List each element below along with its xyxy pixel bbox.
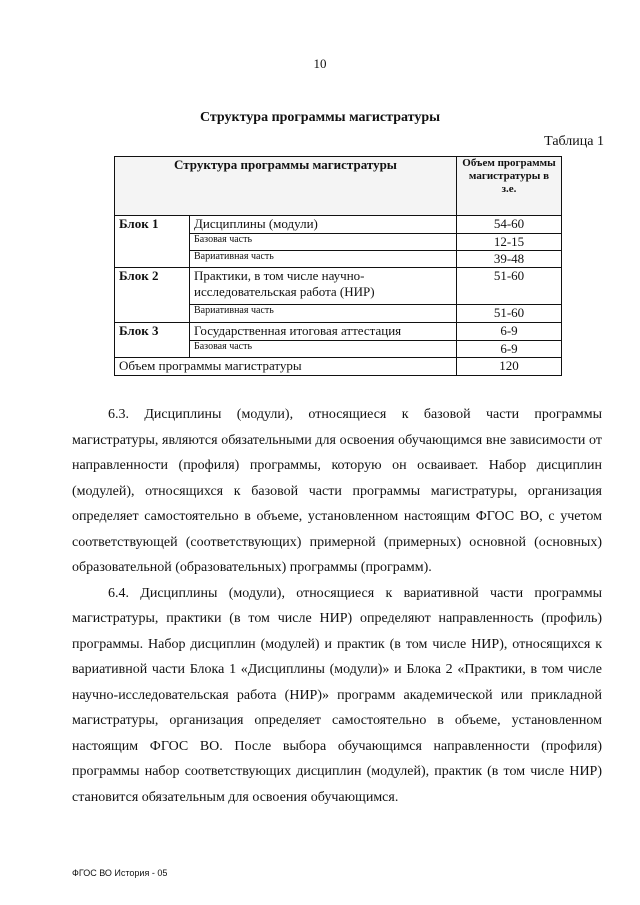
row-value: 6-9 (457, 323, 562, 341)
row-value: 54-60 (457, 216, 562, 234)
paragraph: 6.3. Дисциплины (модули), относящиеся к базовой части программы магистратуры, являются обязательными для освоения обучающимся вне зависимости от направленности (профиля) программы, которую он осваивает. Набор дисциплин (модулей), относящихся к базовой части программы магистратуры, организация определяет самостоятельно в объеме, установленном настоящим ФГОС ВО, с учетом соответствующей (соответствующих) примерной (примерных) основной (основных) образовательной (образовательных) программы (программ). (72, 407, 602, 575)
table-label: Таблица 1 (544, 134, 604, 149)
table-row (115, 323, 562, 341)
paragraph: 6.4. Дисциплины (модули), относящиеся к вариативной части программы магистратуры, практики (в том числе НИР) определяют направленность (профиль) программы. Набор дисциплин (модулей) и практик (в том числе НИР), относящихся к вариативной части Блока 1 «Дисциплины (модули)» и Блока 2 «Практики, в том числе научно-исследовательская работа (НИР)» программ академической или прикладной магистратуры, организация определяет самостоятельно в объеме, установленном настоящим ФГОС ВО. После выбора обучающимся направленности (профиля) программы набор соответствующих дисциплин (модулей), практик (в том числе НИР) становится обязательным для освоения обучающимся. (72, 585, 602, 805)
section-title: Структура программы магистратуры (199, 110, 441, 125)
row-label: Практики, в том числе научно-исследовательская работа (НИР) (190, 268, 457, 305)
row-value: 39-48 (457, 251, 562, 268)
row-value: 12-15 (457, 234, 562, 251)
row-label: Базовая часть (190, 234, 457, 251)
row-label: Базовая часть (190, 341, 457, 358)
header-volume: Объем программы магистратуры в з.е. (457, 157, 562, 216)
program-structure-table (114, 156, 562, 376)
block-label: Блок 3 (115, 323, 190, 358)
table-header-row (115, 157, 562, 216)
row-label: Вариативная часть (190, 305, 457, 323)
row-value: 6-9 (457, 341, 562, 358)
block-label: Блок 2 (115, 268, 190, 323)
table-row (115, 216, 562, 234)
row-label: Дисциплины (модули) (190, 216, 457, 234)
total-value: 120 (457, 358, 562, 376)
body-text (72, 402, 602, 810)
row-label: Вариативная часть (190, 251, 457, 268)
block-label: Блок 1 (115, 216, 190, 268)
page-number: 10 (313, 56, 327, 71)
row-value: 51-60 (457, 305, 562, 323)
header-structure: Структура программы магистратуры (115, 157, 457, 216)
table-total-row (115, 358, 562, 376)
footer-note: ФГОС ВО История - 05 (72, 868, 168, 878)
row-value: 51-60 (457, 268, 562, 305)
table-row (115, 268, 562, 305)
row-label: Государственная итоговая аттестация (190, 323, 457, 341)
total-label: Объем программы магистратуры (115, 358, 457, 376)
